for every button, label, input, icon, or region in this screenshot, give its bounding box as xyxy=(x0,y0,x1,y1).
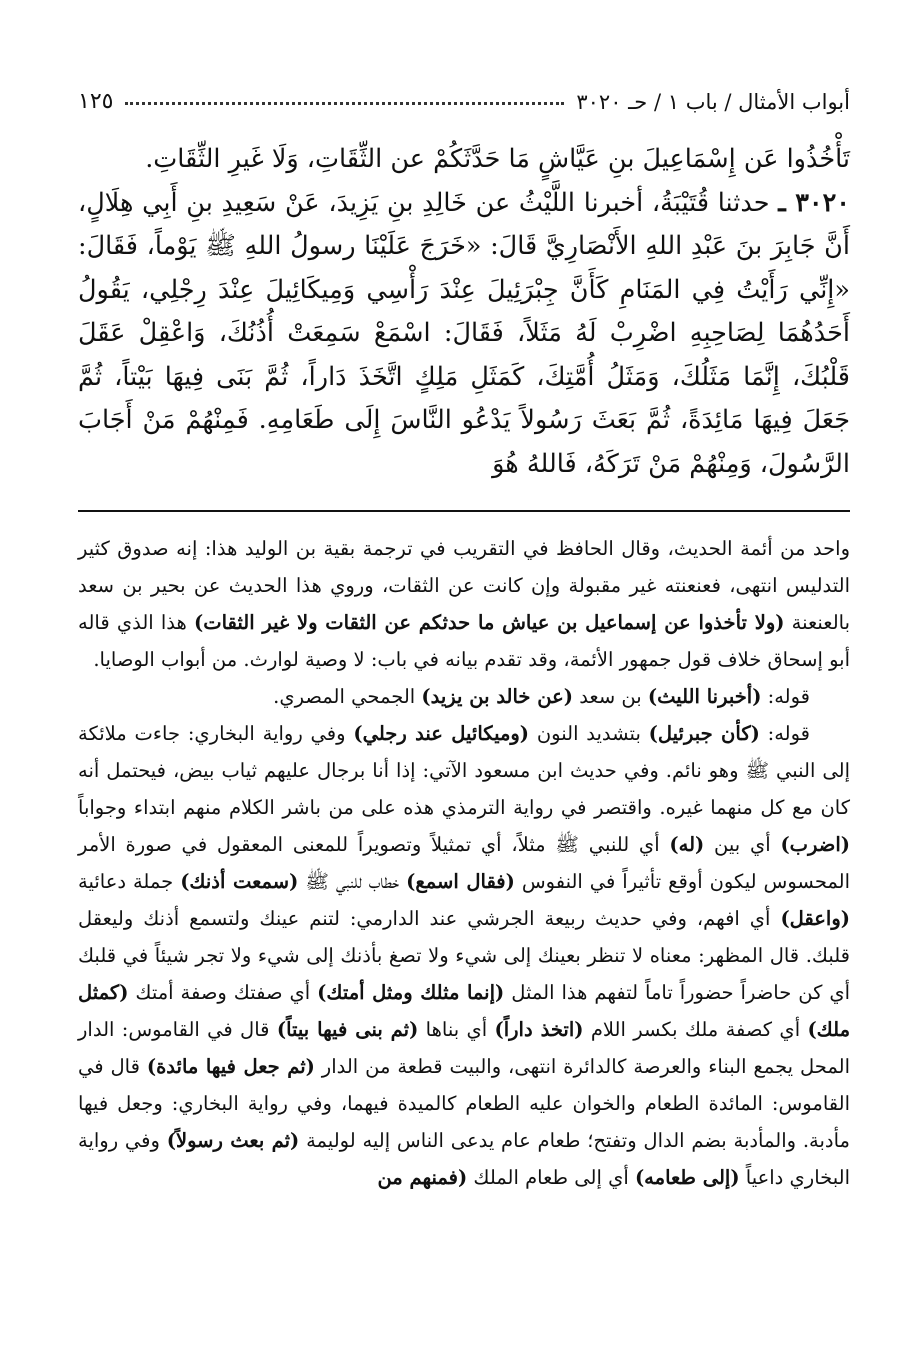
leader-dots xyxy=(125,102,564,105)
commentary-text: جملة دعائية xyxy=(78,870,174,893)
commentary-paragraph xyxy=(78,715,850,1196)
hadith-3020 xyxy=(78,182,850,487)
hadith-number: ٣٠٢٠ ـ xyxy=(778,187,850,218)
commentary-text: أي كصفة ملك بكسر اللام xyxy=(590,1018,801,1041)
hadith-text-block xyxy=(78,138,850,486)
commentary-quote: (له) xyxy=(669,833,705,856)
commentary-quote: (ثم جعل فيها مائدة) xyxy=(146,1055,315,1078)
commentary-text: قوله: xyxy=(767,722,810,745)
commentary-text: أي بناها xyxy=(425,1018,488,1041)
commentary-text: قال في القاموس: الدار المحل يجمع البناء والعرصة كالدائرة انتهى، والبيت قطعة من الدار xyxy=(78,1018,850,1078)
commentary-text: واحد من أئمة الحديث، وقال الحافظ في التقريب في ترجمة بقية بن الوليد هذا: إنه صدوق كثير التدليس انتهى، فعنعنته غير مقبولة وإن كانت عن الثقات، وروي هذا الحديث عن بحير بن سعد بالعنعنة xyxy=(78,537,851,634)
commentary-text: بتشديد النون xyxy=(536,722,641,745)
commentary-block xyxy=(78,530,850,1196)
commentary-text: أي افهم، وفي حديث ربيعة الجرشي عند الدارمي: لتنم عينك ولتسمع أذنك وليعقل قلبك. قال المظهر: معناه لا تنظر بعينك إلى شيء ولا تصغ بأذنك إلى شيء ولا تجر شيئاً في قلبك أي كن حاضراً حضوراً تاماً لتفهم هذا المثل xyxy=(78,907,851,1004)
commentary-text: قوله: xyxy=(767,685,810,708)
commentary-quote: (إنما مثلك ومثل أمتك) xyxy=(317,981,505,1004)
commentary-quote: (كأن جبرئيل) xyxy=(648,722,760,745)
commentary-quote: (ثم بنى فيها بيتاً) xyxy=(276,1018,419,1041)
commentary-paragraph xyxy=(78,530,850,678)
running-header-title: أبواب الأمثال / باب ١ / حـ ٣٠٢٠ xyxy=(576,90,850,114)
commentary-quote: (إلى طعامه) xyxy=(634,1166,740,1189)
commentary-text: أي للنبي ﷺ مثلاً، أي تمثيلاً وتصويراً للمعنى المعقول في صورة الأمر المحسوس ليكون أوقع تأثيراً في النفوس xyxy=(78,833,851,893)
commentary-text: أي صفتك وصفة أمتك xyxy=(135,981,311,1004)
commentary-text: وفي رواية البخاري: جاءت ملائكة إلى النبي ﷺ وهو نائم. وفي حديث ابن مسعود الآتي: إذا أنا برجال عليهم ثياب بيض، فيحتمل أنه كان مع كل منهما غيره. واقتصر في رواية الترمذي هذه على من باشر الكلام منهم ابتداء وجواباً xyxy=(78,722,850,819)
commentary-text: هذا الذي قاله أبو إسحاق خلاف قول جمهور الأئمة، وقد تقدم بيانه في باب: لا وصية لوارث. من أبواب الوصايا. xyxy=(78,611,850,671)
running-header xyxy=(78,70,850,114)
commentary-text: خطاب للنبي ﷺ xyxy=(305,870,400,893)
commentary-text: أي بين xyxy=(714,833,771,856)
commentary-text: وفي رواية البخاري داعياً xyxy=(78,1129,850,1189)
commentary-quote: (فمنهم من xyxy=(377,1166,468,1189)
commentary-quote: (عن خالد بن يزيد) xyxy=(421,685,573,708)
commentary-text: قال في القاموس: المائدة الطعام والخوان عليه الطعام كالميدة فيهما، وفي رواية البخاري: وجعل فيها مأدبة. والمأدبة بضم الدال وتفتح؛ طعام عام يدعى الناس إليه لوليمة xyxy=(78,1055,850,1152)
commentary-text: بن سعد xyxy=(579,685,642,708)
page-number: ١٢٥ xyxy=(78,89,114,114)
commentary-quote: (فقال اسمع) xyxy=(406,870,515,893)
hadith-continuation: تَأْخُذُوا عَن إِسْمَاعِيلَ بنِ عَيَّاشٍ مَا حَدَّثَكُمْ عن الثِّقَاتِ، وَلَا غَيرِ الثِّقَاتِ. xyxy=(145,144,850,174)
commentary-quote: (ثم بعث رسولاً) xyxy=(166,1129,300,1152)
commentary-text: الجمحي المصري. xyxy=(273,685,416,708)
commentary-text: أي إلى طعام الملك xyxy=(473,1166,629,1189)
commentary-quote: (كمثل ملك) xyxy=(78,981,851,1041)
commentary-quote: (سمعت أذنك) xyxy=(180,870,299,893)
commentary-quote: (اتخذ داراً) xyxy=(494,1018,584,1041)
commentary-paragraph xyxy=(78,678,850,715)
commentary-quote: (أخبرنا الليث) xyxy=(647,685,762,708)
hadith-body: حدثنا قُتَيْبَةُ، أخبرنا اللَّيْثُ عن خَالِدِ بنِ يَزِيدَ، عَنْ سَعِيدِ بنِ أَبِي هِلَالٍ، أَنَّ جَابِرَ بنَ عَبْدِ اللهِ الأَنْصَارِيَّ قَالَ: «خَرَجَ عَلَيْنَا رسولُ اللهِ ﷺ يَوْماً، فَقَالَ: «إِنِّي رَأَيْتُ فِي المَنَامِ كَأَنَّ جِبْرَئِيلَ عِنْدَ رَأْسِي وَمِيكَائِيلَ عِنْدَ رِجْلِي، يَقُولُ أَحَدُهُمَا لِصَاحِبِهِ اضْرِبْ لَهُ مَثَلاً، فَقَالَ: اسْمَعْ سَمِعَتْ أُذُنُكَ، وَاعْقِلْ عَقَلَ قَلْبُكَ، إِنَّمَا مَثَلُكَ، وَمَثَلُ أُمَّتِكَ، كَمَثَلِ مَلِكٍ اتَّخَذَ دَاراً، ثُمَّ بَنَى فِيهَا بَيْتاً، ثُمَّ جَعَلَ فِيهَا مَائِدَةً، ثُمَّ بَعَثَ رَسُولاً يَدْعُو النَّاسَ إِلَى طَعَامِهِ. فَمِنْهُمْ مَنْ أَجَابَ الرَّسُولَ، وَمِنْهُمْ مَنْ تَرَكَهُ، فَاللهُ هُوَ xyxy=(78,187,850,479)
footnote-separator xyxy=(78,510,850,512)
commentary-quote: (اضرب) xyxy=(780,833,850,856)
commentary-quote: (وميكائيل عند رجلي) xyxy=(353,722,530,745)
book-page xyxy=(78,70,850,1196)
commentary-quote: (ولا تأخذوا عن إسماعيل بن عياش ما حدثكم عن الثقات ولا غير الثقات) xyxy=(194,611,785,634)
commentary-quote: (واعقل) xyxy=(780,907,850,930)
